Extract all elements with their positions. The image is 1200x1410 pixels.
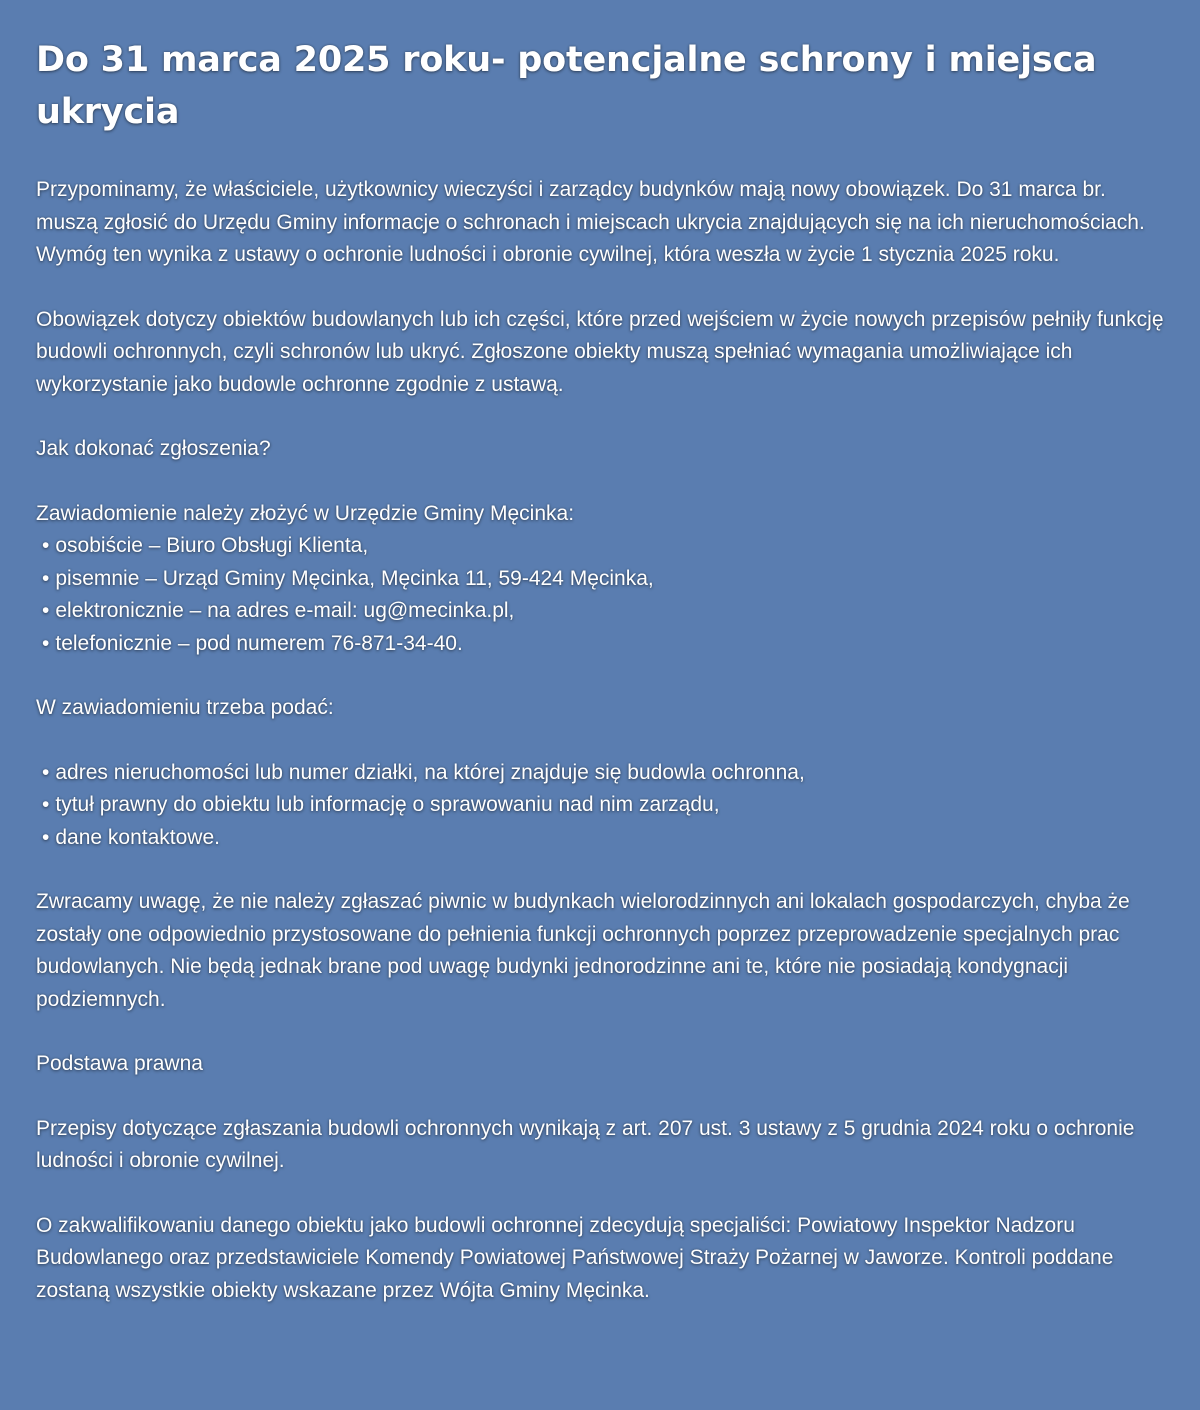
required-info-list — [36, 757, 1172, 855]
list-item — [36, 563, 1172, 596]
attention-paragraph: Zwracamy uwagę, że nie należy zgłaszać piwnic w budynkach wielorodzinnych ani lokalach gospodarczych, chyba że zostały one odpowiednio przystosowane do pełnienia funkcji ochronnych poprzez przeprowadzenie specjalnych prac budowlanych. Nie będą jednak brane pod uwagę budynki jednorodzinne ani te, które nie posiadają kondygnacji podziemnych. — [36, 890, 1130, 1011]
obligation-paragraph: Obowiązek dotyczy obiektów budowlanych lub ich części, które przed wejściem w życie nowych przepisów pełniły funkcję budowli ochronnych, czyli schronów lub ukryć. Zgłoszone obiekty muszą spełniać wymagania umożliwiające ich wykorzystanie jako budowle ochronne zgodnie z ustawą. — [36, 307, 1164, 396]
list-item — [36, 628, 1172, 661]
submit-method-phone: telefonicznie – pod numerem 76-871-34-40. — [55, 631, 463, 655]
bullet-icon: • — [42, 793, 50, 816]
legal-basis-heading: Podstawa prawna — [36, 1052, 203, 1075]
list-item — [36, 789, 1172, 822]
submit-method-in-person: osobiście – Biuro Obsługi Klienta, — [55, 534, 369, 557]
submit-intro: Zawiadomienie należy złożyć w Urzędzie Gminy Męcinka: — [36, 501, 575, 525]
list-item — [36, 822, 1172, 855]
how-to-submit-heading: Jak dokonać zgłoszenia? — [36, 437, 271, 460]
required-item-address: adres nieruchomości lub numer działki, na której znajduje się budowla ochronna, — [55, 760, 805, 784]
list-item — [36, 595, 1172, 628]
page-title: Do 31 marca 2025 roku- potencjalne schrony i miejsca ukrycia — [36, 40, 1097, 132]
intro-paragraph: Przypominamy, że właściciele, użytkownicy wieczyści i zarządcy budynków mają nowy obowiązek. Do 31 marca br. muszą zgłosić do Urzędu Gminy informacje o schronach i miejscach ukrycia znajdujących się na ich nieruchomościach. Wymóg ten wynika z ustawy o ochronie ludności i obronie cywilnej, która weszła w życie 1 stycznia 2025 roku. — [36, 178, 1145, 266]
legal-basis-paragraph: Przepisy dotyczące zgłaszania budowli ochronnych wynikają z art. 207 ust. 3 ustawy z 5 grudnia 2024 roku o ochronie ludności i obronie cywilnej. — [36, 1116, 1135, 1172]
bullet-icon: • — [42, 566, 50, 590]
submit-method-email[interactable]: elektronicznie – na adres e-mail: ug@mecinka.pl, — [55, 599, 515, 622]
list-item — [36, 530, 1172, 563]
bullet-icon: • — [42, 534, 50, 557]
bullet-icon: • — [42, 825, 50, 849]
required-info-heading: W zawiadomieniu trzeba podać: — [36, 696, 334, 719]
required-item-legal-title: tytuł prawny do obiektu lub informację o sprawowaniu nad nim zarządu, — [55, 793, 720, 816]
bullet-icon: • — [42, 760, 50, 784]
bullet-icon: • — [42, 631, 50, 655]
qualification-paragraph: O zakwalifikowaniu danego obiektu jako budowli ochronnej zdecydują specjaliści: Powiatowy Inspektor Nadzoru Budowlanego oraz przedstawiciele Komendy Powiatowej Państwowej Straży Pożarnej w Jaworze. Kontroli poddane zostaną wszystkie obiekty wskazane przez Wójta Gminy Męcinka. — [36, 1213, 1114, 1302]
submit-methods-list — [36, 530, 1172, 660]
list-item — [36, 757, 1172, 790]
bullet-icon: • — [42, 599, 50, 622]
submit-method-written: pisemnie – Urząd Gminy Męcinka, Męcinka 11, 59-424 Męcinka, — [55, 566, 654, 590]
required-item-contact: dane kontaktowe. — [55, 825, 220, 849]
